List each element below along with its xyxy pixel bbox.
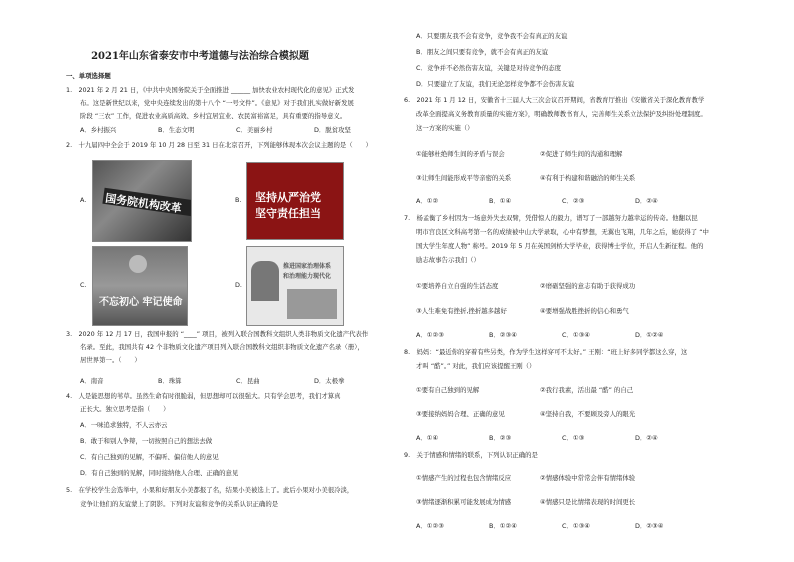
q2-img-b-line1: 坚持从严治党 xyxy=(255,191,321,204)
q3-line3: 居世界第一。（ ） xyxy=(80,356,141,364)
q4-option-b[interactable]: B．敢于和别人争辩，一切按照自己的想法去做 xyxy=(80,437,213,445)
q7-option-b[interactable]: B．②③④ xyxy=(489,331,517,339)
q6-option-c[interactable]: C．②③ xyxy=(562,197,585,205)
q4-option-c[interactable]: C．有自己独到的见解，不偏听、偏信他人的意见 xyxy=(80,453,219,461)
q2-option-a-label[interactable]: A. xyxy=(80,196,87,204)
q6-option-d[interactable]: D．②④ xyxy=(635,197,658,205)
q3-line2: 名录。至此，我国共有 42 个非物质文化遗产项目列入联合国教科文组织非物质文化遗产名录（册）， xyxy=(80,343,364,351)
q4-option-d[interactable]: D．有自己独到的见解，同时接纳他人合理、正确的意见 xyxy=(80,469,239,477)
q2-option-b-label[interactable]: B. xyxy=(235,196,242,204)
q6-option-b[interactable]: B．①④ xyxy=(489,197,512,205)
q6-option-a[interactable]: A．①② xyxy=(416,197,439,205)
q8-option-a[interactable]: A．①④ xyxy=(416,434,439,442)
q2-img-d-line2: 和治理能力现代化 xyxy=(283,273,332,280)
q9-option-d[interactable]: D．②③④ xyxy=(635,522,664,530)
q9-option-a[interactable]: A．①②③ xyxy=(416,522,444,530)
q2-img-d-line1: 推进国家治理体系 xyxy=(283,263,332,270)
q7-statement-4: ④要增强战胜挫折的信心和勇气 xyxy=(540,307,629,315)
q9-option-b[interactable]: B．①②④ xyxy=(489,522,517,530)
q9-statement-1: ①情感产生的过程也包含情绪反应 xyxy=(416,474,512,482)
q5-line1: 5. 在学校学生会选举中，小果和好朋友小美都报了名，结果小美被选上了。此后小果对小美很冷淡， xyxy=(66,486,354,494)
q8-statement-3: ③要接纳妈妈合理、正确的意见 xyxy=(416,410,505,418)
q2-img-a-text: 国务院机构改革 xyxy=(104,191,183,216)
q2-line1: 2. 十九届四中全会于 2019 年 10 月 28 日至 31 日在北京召开，下列能够体现本次会议主题的是（ ） xyxy=(66,141,372,149)
q7-statement-1: ①要培养自立自强的生活态度 xyxy=(416,282,499,290)
q4-option-a[interactable]: A．一味追求独特，不人云亦云 xyxy=(80,421,168,429)
q8-option-d[interactable]: D．②④ xyxy=(635,434,658,442)
q6-line2: 改革全面提高义务教育质量的实施方案》，明确教师教书育人，完善师生关系立法保护及纠纷处理制度。 xyxy=(416,110,707,118)
q7-option-c[interactable]: C．①③④ xyxy=(562,331,591,339)
q9-statement-2: ②情感体验中常常会伴有情绪体验 xyxy=(540,474,636,482)
q7-option-d[interactable]: D．①②④ xyxy=(635,331,664,339)
q7-line3: 国大学生年度人物” 称号。2019 年 5 月在英国剑桥大学毕业，获得博士学位，开启人生新征程。他的 xyxy=(416,242,704,250)
q5-option-c[interactable]: C．竞争并不必然伤害友谊，关键是对待竞争的态度 xyxy=(416,64,562,72)
q7-line4: 励志故事告示我们（） xyxy=(416,256,480,264)
q2-option-d-label[interactable]: D. xyxy=(235,281,242,289)
q7-line1: 7. 杨孟衡了乡村因为一场意外失去双臂，凭借惊人的毅力，谱写了一部越努力越幸运的传奇。他翻以昆 xyxy=(404,214,698,222)
page-title: 2021年山东省泰安市中考道德与法治综合模拟题 xyxy=(91,51,309,62)
q2-img-c-text: 不忘初心 牢记使命 xyxy=(99,297,183,308)
q4-line2: 正长大。独立思考是指（ ） xyxy=(80,405,170,413)
q3-line1: 3. 2020 年 12 月 17 日，我国申报的 “____” 项目，被列入联合国教科文组织人类非物质文化遗产代表作 xyxy=(66,330,369,338)
q9-option-c[interactable]: C．①③④ xyxy=(562,522,591,530)
q8-line1: 8. 妈妈：“最近你的穿着有些另类，作为学生这样穿可不太好。” 王刚：“班上好多同学都这么穿，这 xyxy=(404,348,688,356)
section-heading: 一、单项选择题 xyxy=(66,72,111,80)
q1-option-d[interactable]: D．脱贫攻坚 xyxy=(314,126,351,134)
q5-line2: 竞争让他们的友谊蒙上了阴影。下列对友谊和竞争的关系认识正确的是 xyxy=(80,500,279,508)
q8-statement-1: ①要有自己独到的见解 xyxy=(416,386,480,394)
q2-option-d-image[interactable] xyxy=(246,246,344,326)
q2-option-c-label[interactable]: C. xyxy=(80,281,87,289)
q7-line2: 明市宫良区文科高考第一名的成绩被中山大学录取，心中有梦想，无翼也飞翔，几年之后，她获得了 “中 xyxy=(416,228,709,236)
q9-line1: 9. 关于情感和情绪的联系，下列认识正确的是 xyxy=(404,451,538,459)
q3-option-c[interactable]: C．昆曲 xyxy=(236,377,260,385)
q8-option-b[interactable]: B．②③ xyxy=(489,434,512,442)
q8-statement-4: ④坚持自我，不要顾及旁人的眼光 xyxy=(540,410,636,418)
q2-option-b-image[interactable] xyxy=(246,162,344,240)
q6-statement-2: ②促进了师生间的沟通和理解 xyxy=(540,150,623,158)
q8-option-c[interactable]: C．①③ xyxy=(562,434,585,442)
q8-line2: 才叫 “酷”。” 对此，我们应该提醒王刚（） xyxy=(416,362,536,370)
q9-statement-3: ③情绪逐渐积累可能发展成为情感 xyxy=(416,498,512,506)
portrait-icon xyxy=(251,261,279,301)
q6-statement-1: ①能够杜绝师生间的矛盾与误会 xyxy=(416,150,505,158)
q1-line1: 1. 2021 年 2 月 21 日，《中共中央国务院关于全面推进 ______ 加快农业农村现代化的意见》正式发 xyxy=(66,86,355,94)
q6-line3: 这一方案的实施（） xyxy=(416,124,474,132)
q2-img-b-line2: 坚守责任担当 xyxy=(255,207,321,220)
q1-line3: 阶段 “三农” 工作，促进农业高质高效、乡村宜居宜业、农民富裕富足，具有重要的指导意义。 xyxy=(80,112,347,120)
q2-option-a-image[interactable] xyxy=(92,160,192,242)
q7-statement-3: ③人生难免有挫折,挫折越多越好 xyxy=(416,307,507,315)
q4-line1: 4. 人是能思想的苇草。虽然生命有时很脆弱，但思想却可以很强大。只有学会思考，我们才算真 xyxy=(66,392,341,400)
building-icon xyxy=(287,289,337,319)
q2-option-c-image[interactable] xyxy=(92,246,188,326)
q6-statement-4: ④有利于构建和谐融洽的师生关系 xyxy=(540,174,636,182)
q1-option-b[interactable]: B．生态文明 xyxy=(158,126,195,134)
q3-option-a[interactable]: A．南音 xyxy=(80,377,104,385)
q5-option-d[interactable]: D．只要建立了友谊，我们无论怎样竞争都不会伤害友谊 xyxy=(416,80,575,88)
q3-option-b[interactable]: B．珠算 xyxy=(158,377,182,385)
q7-option-a[interactable]: A．①②③ xyxy=(416,331,444,339)
q6-line1: 6. 2021 年 1 月 12 日，安徽省十三届人大三次会议召开期间，省教育厅推出《安徽省关于深化教育教学 xyxy=(404,96,705,104)
q5-option-a[interactable]: A．只要朋友我不会有竞争，竞争我不会有真正的友谊 xyxy=(416,32,568,40)
q1-line2: 布。这是新世纪以来，党中央连续发出的第十八个 “一号文件”。《意见》对于我们扎实做好新发展 xyxy=(80,99,354,107)
party-emblem-icon xyxy=(129,255,147,273)
q8-statement-2: ②我行我素，活出最 “酷” 的自己 xyxy=(540,386,634,394)
q5-option-b[interactable]: B．朋友之间只要有竞争，就不会有真正的友谊 xyxy=(416,48,549,56)
q6-statement-3: ③让师生间能形成平等亲密的关系 xyxy=(416,174,512,182)
q3-option-d[interactable]: D．太极拳 xyxy=(314,377,345,385)
q9-statement-4: ④情感只是比情绪表现的时间更长 xyxy=(540,498,636,506)
q1-option-c[interactable]: C．美丽乡村 xyxy=(236,126,273,134)
q1-option-a[interactable]: A．乡村振兴 xyxy=(80,126,117,134)
q7-statement-2: ②磨砺坚强的意志有助于获得成功 xyxy=(540,282,636,290)
